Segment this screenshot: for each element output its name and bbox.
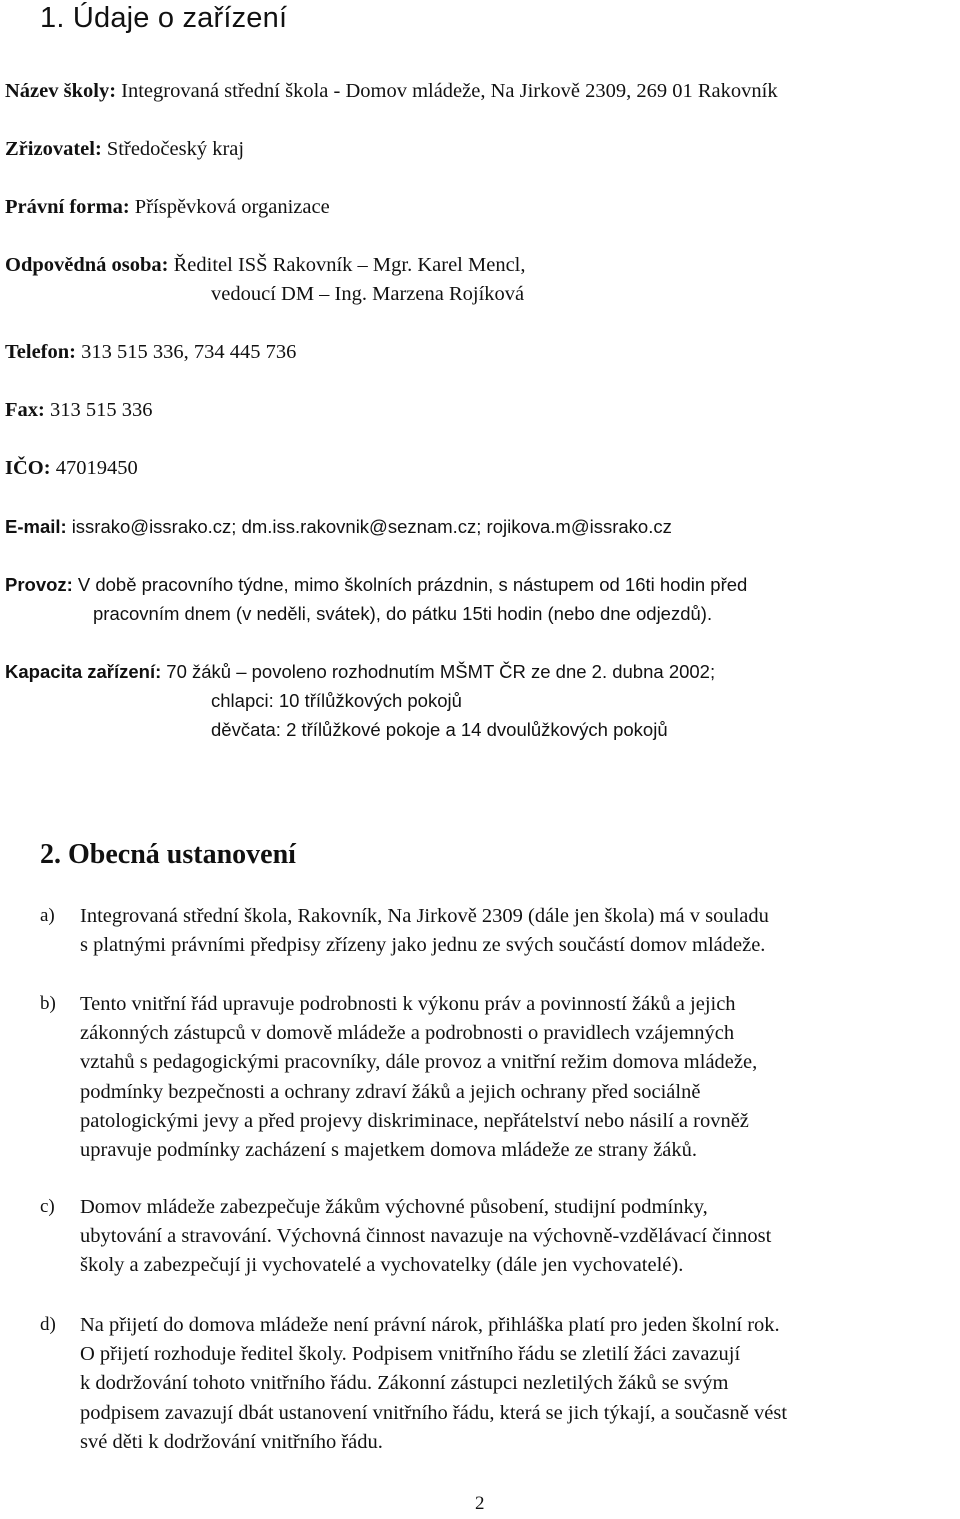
item-d-line: O přijetí rozhoduje ředitel školy. Podpisem vnitřního řádu se zletilí žáci zavazují [80,1343,741,1366]
responsible-person-line1: Ředitel ISŠ Rakovník – Mgr. Karel Mencl, [173,254,526,276]
school-name-label: Název školy: [5,80,117,102]
section-1-heading: 1. Údaje o zařízení [40,2,288,34]
school-name-value: Integrovaná střední škola - Domov mládeže, Na Jirkově 2309, 269 01 Rakovník [121,80,778,102]
capacity-line1: 70 žáků – povoleno rozhodnutím MŠMT ČR ze dne 2. dubna 2002; [166,661,716,682]
item-b-paragraph [80,990,960,1165]
email-label: E-mail: [5,516,67,537]
operation-label: Provoz: [5,574,73,595]
item-b-marker: b) [40,993,56,1014]
item-b-line: Tento vnitřní řád upravuje podrobnosti k výkonu práv a povinností žáků a jejich [80,993,736,1015]
phone-row [5,341,296,364]
item-d-paragraph [80,1311,960,1457]
phone-label: Telefon: [5,341,76,363]
item-b-line: upravuje podmínky zacházení s majetkem domova mládeže ze strany žáků. [80,1139,698,1162]
item-c-line: Domov mládeže zabezpečuje žákům výchovné působení, studijní podmínky, [80,1196,708,1218]
item-d-line: své děti k dodržování vnitřního řádu. [80,1430,383,1453]
item-a-marker: a) [40,905,55,926]
fax-label: Fax: [5,399,45,421]
capacity-row [5,661,715,684]
ico-row [5,457,138,480]
capacity-line3: děvčata: 2 třílůžkové pokoje a 14 dvoulůžkových pokojů [211,719,668,740]
item-c-line: ubytování a stravování. Výchovná činnost navazuje na výchovně-vzdělávací činnost [80,1225,772,1248]
item-a-line: s platnými právními předpisy zřízeny jako jednu ze svých součástí domov mládeže. [80,934,766,957]
item-d-marker: d) [40,1314,56,1335]
item-c-marker: c) [40,1196,55,1217]
responsible-person-line2: vedoucí DM – Ing. Marzena Rojíková [211,283,525,305]
item-b-line: podmínky bezpečnosti a ochrany zdraví žáků a jejich ochrany před sociálně [80,1080,701,1103]
responsible-person-label: Odpovědná osoba: [5,254,169,276]
item-a-line: Integrovaná střední škola, Rakovník, Na Jirkově 2309 (dále jen škola) má v souladu [80,905,769,927]
item-a-paragraph [80,902,960,960]
founder-value: Středočeský kraj [106,138,245,160]
operation-row [5,574,747,597]
item-b-line: vztahů s pedagogickými pracovníky, dále provoz a vnitřní režim domova mládeže, [80,1051,758,1074]
legal-form-label: Právní forma: [5,196,130,218]
item-b-line: zákonných zástupců v domově mládeže a podrobnosti o pravidlech vzájemných [80,1022,735,1045]
legal-form-value: Příspěvková organizace [134,196,330,218]
email-row [5,516,672,539]
fax-value: 313 515 336 [49,399,153,421]
operation-line1: V době pracovního týdne, mimo školních prázdnin, s nástupem od 16ti hodin před [77,574,748,595]
capacity-label: Kapacita zařízení: [5,661,162,682]
phone-value: 313 515 336, 734 445 736 [81,341,297,363]
responsible-person-row [5,254,525,277]
legal-form-row [5,196,330,219]
item-d-line: podpisem zavazují dbát ustanovení vnitřního řádu, která se jich týkají, a současně vést [80,1401,788,1424]
founder-row [5,138,244,161]
ico-label: IČO: [5,457,51,479]
fax-row [5,399,152,422]
operation-line2: pracovním dnem (v neděli, svátek), do pátku 15ti hodin (nebo dne odjezdů). [93,603,713,624]
capacity-line2: chlapci: 10 třílůžkových pokojů [211,690,462,711]
email-value: issrako@issrako.cz; dm.iss.rakovnik@seznam.cz; rojikova.m@issrako.cz [71,516,672,537]
item-c-paragraph [80,1193,960,1281]
item-d-line: k dodržování tohoto vnitřního řádu. Zákonní zástupci nezletilých žáků se svým [80,1372,729,1395]
school-name-row [5,80,778,103]
ico-value: 47019450 [55,457,138,479]
item-b-line: patologickými jevy a před projevy diskriminace, nepřátelství nebo násilí a rovněž [80,1109,749,1132]
item-c-line: školy a zabezpečují ji vychovatelé a vychovatelky (dále jen vychovatelé). [80,1254,684,1277]
section-2-heading: 2. Obecná ustanovení [40,839,296,870]
item-d-line: Na přijetí do domova mládeže není právní nárok, přihláška platí pro jeden školní rok. [80,1314,780,1336]
founder-label: Zřizovatel: [5,138,102,160]
page-number: 2 [475,1493,485,1514]
